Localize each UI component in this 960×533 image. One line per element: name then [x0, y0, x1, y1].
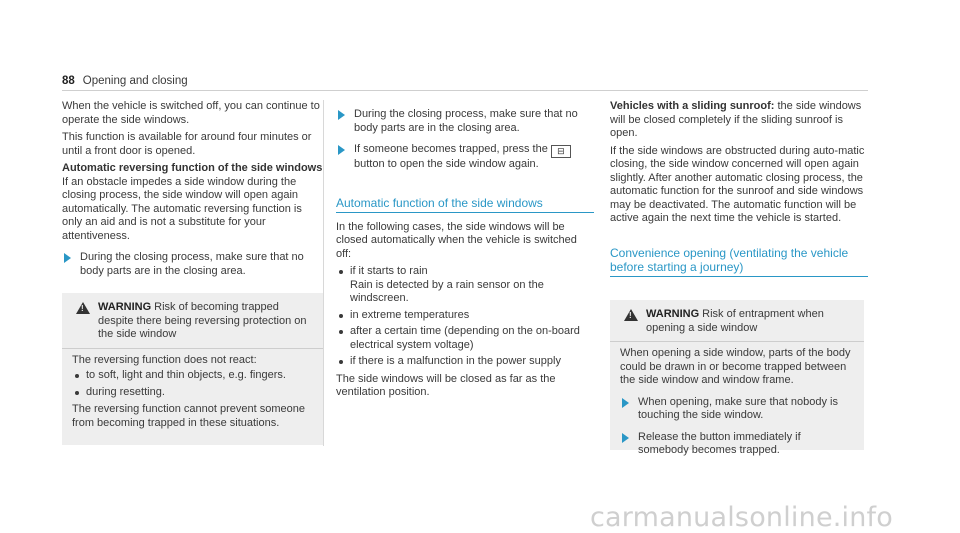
page-title: Opening and closing [82, 75, 188, 87]
list-item: after a certain time (depending on the on-board electrical system voltage) [336, 325, 594, 352]
section-heading-block [336, 196, 594, 213]
instruction-step: Release the button immediately if somebody becomes trapped. [620, 431, 854, 458]
paragraph: The side windows will be closed as far as the ventilation position. [336, 372, 556, 398]
warning-summary: Risk of entrapment when opening a side window [646, 308, 824, 334]
step-arrow-icon [622, 398, 629, 408]
section-title: Convenience opening (ventilating the vehicle before starting a journey) [610, 245, 849, 274]
page-header [62, 75, 188, 89]
warning-header [620, 308, 854, 335]
bold-lead: Vehicles with a sliding sunroof: [610, 100, 775, 112]
warning-box-reversing [62, 293, 324, 445]
list-item: to soft, light and thin objects, e.g. fingers. [72, 369, 314, 383]
header-rule [62, 90, 868, 91]
subheading: Automatic reversing function of the side windows [62, 162, 323, 174]
column-2 [336, 108, 594, 404]
paragraph: If the side windows are obstructed during auto-matic closing, the side window concerned will open again slightly. After another automatic closing process, the automatic function for the sunroof and side windows may be deactivated. The automatic function will be active again the next time the vehicle is started. [610, 144, 865, 224]
list-item: in extreme temperatures [336, 309, 594, 323]
instruction-step: During the closing process, make sure that no body parts are in the closing area. [336, 108, 594, 135]
instruction-step: When opening, make sure that nobody is touching the side window. [620, 396, 854, 423]
section-heading-block [610, 246, 868, 277]
warning-text: The reversing function cannot prevent someone from becoming trapped in these situations. [72, 403, 305, 429]
warning-title: WARNING [646, 308, 700, 320]
step-arrow-icon [338, 110, 345, 120]
paragraph: In the following cases, the side windows will be closed automatically when the vehicle is switched off: [336, 220, 577, 260]
paragraph: This function is available for around four minutes or until a front door is opened. [62, 131, 312, 157]
window-button-icon: ⊟ [551, 145, 571, 158]
section-rule [336, 212, 594, 213]
column-3 [610, 100, 868, 277]
watermark: carmanualsonline.info [590, 502, 893, 533]
list-item: if there is a malfunction in the power supply [336, 355, 594, 369]
page-number: 88 [62, 75, 75, 87]
warning-text: When opening a side window, parts of the body could be drawn in or become trapped between the side window and window frame. [620, 347, 851, 386]
paragraph: When the vehicle is switched off, you can continue to operate the side windows. [62, 100, 320, 126]
list-item: if it starts to rain [336, 265, 594, 279]
warning-triangle-icon [76, 302, 90, 314]
step-arrow-icon [622, 433, 629, 443]
column-1 [62, 100, 324, 284]
step-arrow-icon [64, 253, 71, 263]
paragraph: If an obstacle impedes a side window during the closing process, the side window will open again automatically. The automatic reversing function is only an aid and is not a substitute for your attentiveness. [62, 175, 302, 242]
bullet-list [336, 265, 594, 369]
instruction-step: If someone becomes trapped, press the ⊟button to open the side window again. [336, 143, 594, 172]
warning-box-entrapment [610, 300, 864, 456]
warning-separator [610, 341, 864, 342]
section-title: Automatic function of the side windows [336, 195, 543, 210]
warning-text: The reversing function does not react: [72, 353, 257, 366]
list-item: during resetting. [72, 386, 314, 400]
warning-title: WARNING [98, 301, 152, 313]
warning-header [72, 301, 314, 342]
warning-triangle-icon [624, 309, 638, 321]
step-arrow-icon [338, 145, 345, 155]
column-divider [323, 100, 324, 446]
paragraph: Vehicles with a sliding sunroof: the side windows will be closed completely if the sliding sunroof is open. [610, 100, 862, 139]
instruction-step: During the closing process, make sure that no body parts are in the closing area. [62, 251, 324, 278]
warning-separator [62, 348, 324, 349]
list-item-note: Rain is detected by a rain sensor on the windscreen. [350, 278, 544, 304]
warning-bullet-list [72, 369, 314, 399]
warning-summary: Risk of becoming trapped despite there being reversing protection on the side window [98, 301, 307, 340]
section-rule [610, 276, 868, 277]
